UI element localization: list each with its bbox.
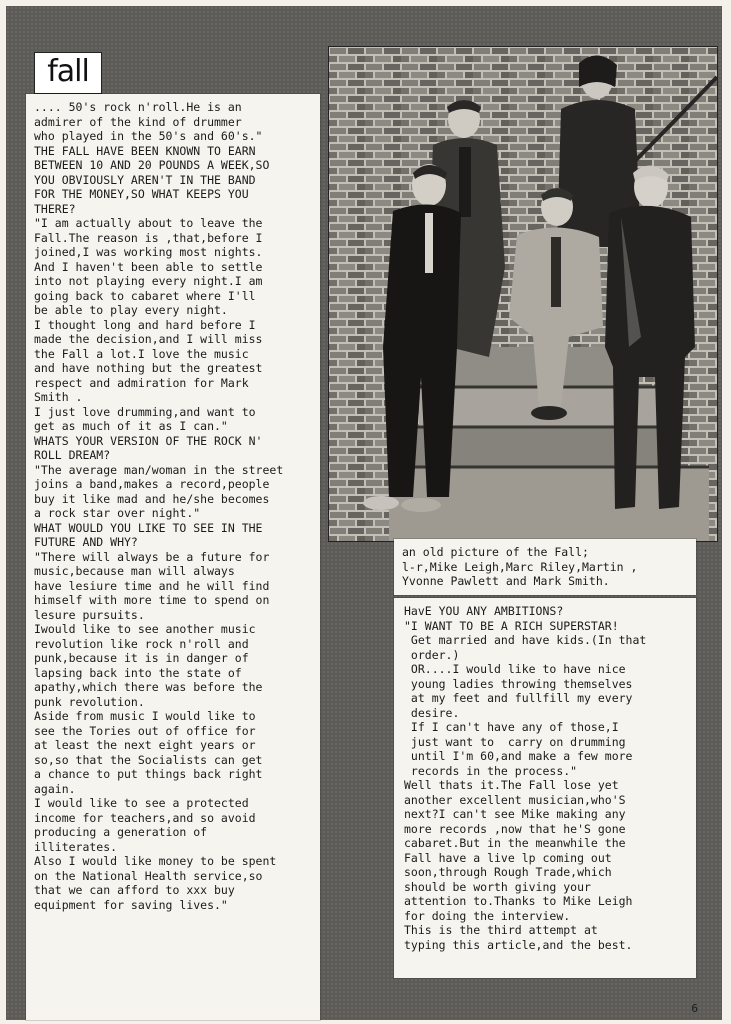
text-line: at my feet and fullfill my every <box>404 691 633 705</box>
text-line: FOR THE MONEY,SO WHAT KEEPS YOU <box>34 187 249 201</box>
text-line: THE FALL HAVE BEEN KNOWN TO EARN <box>34 143 256 158</box>
right-column-text <box>404 604 646 952</box>
text-line: equipment for saving lives." <box>34 897 228 912</box>
text-line: music,because man will always <box>34 564 235 578</box>
text-line: going back to cabaret where I'll <box>34 288 256 303</box>
page-number: 6 <box>691 1002 698 1015</box>
text-line: order.) <box>404 647 460 662</box>
text-line: desire. <box>404 705 460 720</box>
text-line: on the National Health service,so <box>34 868 263 883</box>
text-line: "The average man/woman in the street <box>34 462 284 477</box>
photo-caption-clipping <box>394 539 696 595</box>
text-line: .... 50's rock n'roll.He is an <box>34 100 242 114</box>
text-line: Iwould like to see another music <box>34 622 256 636</box>
right-column-clipping <box>394 598 696 978</box>
text-line: again. <box>34 781 76 796</box>
text-line: and have nothing but the greatest <box>34 361 263 375</box>
text-line: typing this article,and the best. <box>404 937 633 952</box>
text-line: into not playing every night.I am <box>34 274 263 288</box>
zine-page <box>6 6 722 1020</box>
text-line: income for teachers,and so avoid <box>34 810 256 825</box>
text-line: that we can afford to xxx buy <box>34 883 235 897</box>
text-line: WHAT WOULD YOU LIKE TO SEE IN THE <box>34 520 263 535</box>
text-line: a rock star over night." <box>34 506 201 520</box>
left-column-text <box>34 100 283 912</box>
text-line: joins a band,makes a record,people <box>34 477 270 491</box>
left-column-clipping <box>26 94 320 1020</box>
text-line: WHATS YOUR VERSION OF THE ROCK N' <box>34 433 263 448</box>
text-line: just want to carry on drumming <box>404 734 626 749</box>
text-line: joined,I was working most nights. <box>34 245 263 259</box>
text-line: "I am actually about to leave the <box>34 216 263 230</box>
text-line: Fall.The reason is ,that,before I <box>34 230 263 245</box>
text-line: Also I would like money to be spent <box>34 854 277 868</box>
text-line: FUTURE AND WHY? <box>34 535 138 549</box>
text-line: Smith . <box>34 390 83 404</box>
text-line: ROLL DREAM? <box>34 448 111 462</box>
text-line: admirer of the kind of drummer <box>34 114 242 129</box>
text-line: respect and admiration for Mark <box>34 375 249 390</box>
text-line: records in the process." <box>404 763 578 778</box>
text-line: HavE YOU ANY AMBITIONS? <box>404 604 564 618</box>
text-line: so,so that the Socialists can get <box>34 752 263 767</box>
section-tag: fall <box>34 52 102 94</box>
band-photo <box>328 46 718 542</box>
text-line: Fall have a live lp coming out <box>404 850 612 865</box>
text-line: punk revolution. <box>34 694 145 709</box>
text-line: BETWEEN 10 AND 20 POUNDS A WEEK,SO <box>34 158 270 172</box>
text-line: attention to.Thanks to Mike Leigh <box>404 894 633 908</box>
text-line: lesure pursuits. <box>34 607 145 622</box>
text-line: made the decision,and I will miss <box>34 332 263 346</box>
text-line: I would like to see a protected <box>34 796 249 810</box>
text-line: "There will always be a future for <box>34 549 270 564</box>
text-line: "I WANT TO BE A RICH SUPERSTAR! <box>404 618 619 633</box>
text-line: young ladies throwing themselves <box>404 676 633 691</box>
band-photo-drawing <box>329 47 717 541</box>
text-line: OR....I would like to have nice <box>404 662 626 676</box>
text-line: another excellent musician,who'S <box>404 792 626 807</box>
text-line: cabaret.But in the meanwhile the <box>404 836 626 850</box>
text-line: next?I can't see Mike making any <box>404 807 626 821</box>
text-line: l-r,Mike Leigh,Marc Riley,Martin , <box>402 559 638 574</box>
text-line: buy it like mad and he/she becomes <box>34 491 270 506</box>
text-line: revolution like rock n'roll and <box>34 636 249 651</box>
text-line: THERE? <box>34 201 76 216</box>
text-line: see the Tories out of office for <box>34 723 256 738</box>
text-line: have lesiure time and he will find <box>34 578 270 593</box>
text-line: a chance to put things back right <box>34 767 263 781</box>
photo-caption-text <box>402 545 637 589</box>
text-line: apathy,which there was before the <box>34 680 263 694</box>
text-line: If I can't have any of those,I <box>404 720 619 734</box>
text-line: illiterates. <box>34 839 118 854</box>
text-line: punk,because it is in danger of <box>34 651 249 665</box>
text-line: until I'm 60,and make a few more <box>404 749 633 763</box>
text-line: Well thats it.The Fall lose yet <box>404 778 619 792</box>
text-line: himself with more time to spend on <box>34 593 270 607</box>
text-line: Yvonne Pawlett and Mark Smith. <box>402 574 610 588</box>
text-line: I just love drumming,and want to <box>34 404 256 419</box>
text-line: lapsing back into the state of <box>34 665 242 680</box>
text-line: This is the third attempt at <box>404 923 598 937</box>
text-line: YOU OBVIOUSLY AREN'T IN THE BAND <box>34 172 256 187</box>
text-line: the Fall a lot.I love the music <box>34 346 249 361</box>
text-line: for doing the interview. <box>404 908 571 923</box>
text-line: And I haven't been able to settle <box>34 259 263 274</box>
text-line: Aside from music I would like to <box>34 709 256 723</box>
text-line: I thought long and hard before I <box>34 317 256 332</box>
text-line: should be worth giving your <box>404 879 591 894</box>
text-line: Get married and have kids.(In that <box>404 633 647 647</box>
text-line: more records ,now that he'S gone <box>404 821 626 836</box>
text-line: get as much of it as I can." <box>34 419 228 433</box>
text-line: who played in the 50's and 60's." <box>34 129 263 143</box>
text-line: at least the next eight years or <box>34 738 256 752</box>
text-line: an old picture of the Fall; <box>402 545 589 559</box>
text-line: producing a generation of <box>34 825 208 839</box>
text-line: be able to play every night. <box>34 303 228 317</box>
text-line: soon,through Rough Trade,which <box>404 865 612 879</box>
